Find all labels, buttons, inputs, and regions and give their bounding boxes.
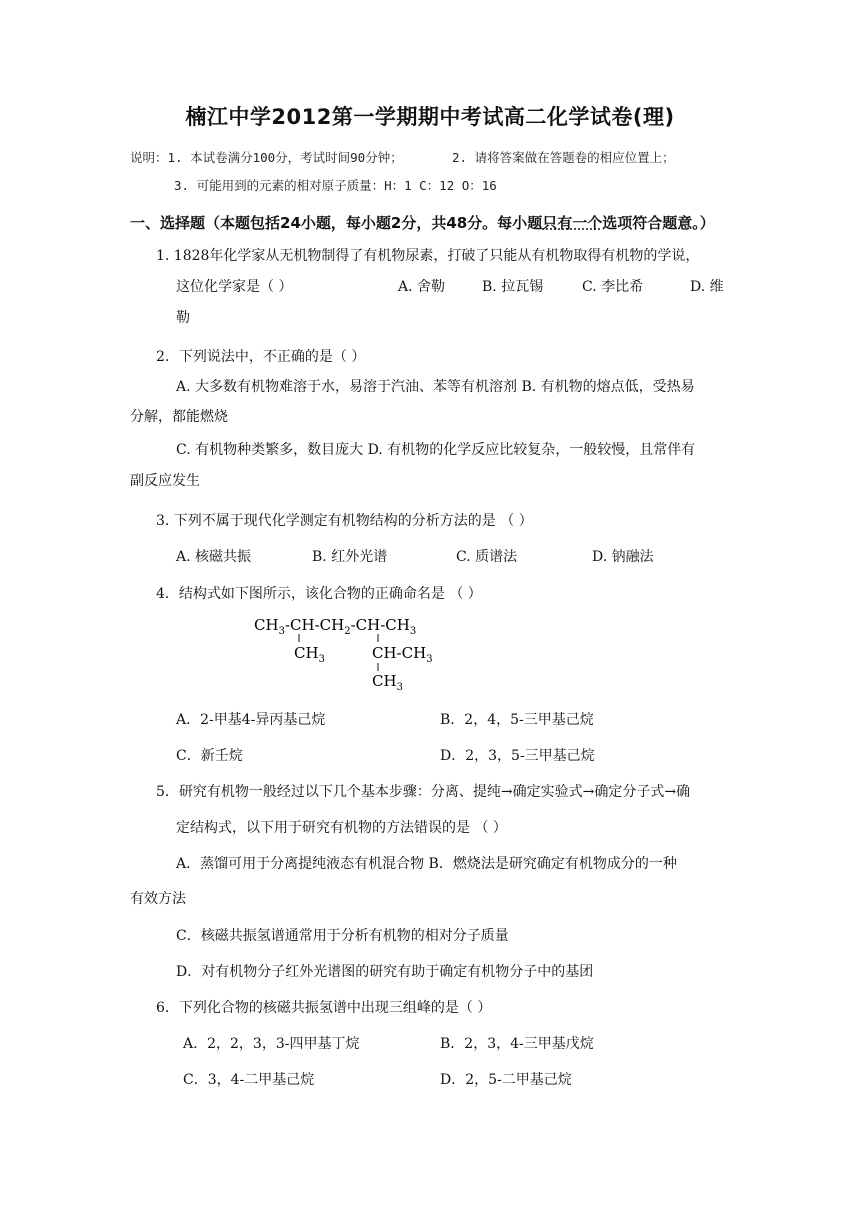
q5-stem-line2: 定结构式，以下用于研究有机物的方法错误的是 （ ） <box>176 820 507 836</box>
q4-option-a: A．2-甲基4-异丙基己烷 <box>176 712 326 728</box>
q2-option-cd-line1: C. 有机物种类繁多，数目庞大 D. 有机物的化学反应比较复杂，一般较慢，且常伴有 <box>176 442 696 458</box>
section-heading-part2: 选项符合题意。） <box>602 214 715 232</box>
structure-branch-3: $CH_3$ <box>372 672 403 692</box>
q5-option-ab-line1: A．蒸馏可用于分离提纯液态有机混合物 B．燃烧法是研究确定有机物成分的一种 <box>176 856 677 872</box>
q5-option-d: D．对有机物分子红外光谱图的研究有助于确定有机物分子中的基团 <box>176 964 594 980</box>
q4-option-d: D．2，3，5-三甲基己烷 <box>440 748 595 764</box>
section-heading-part1: 一、选择题（本题包括24小题，每小题2分，共48分。每小题 <box>130 214 543 232</box>
q5-stem-line1: 5．研究有机物一般经过以下几个基本步骤：分离、提纯→确定实验式→确定分子式→确 <box>156 784 691 800</box>
q1-option-a: A. 舍勒 <box>398 279 446 295</box>
q1-stem-line3: 勒 <box>176 310 190 326</box>
q6-stem: 6．下列化合物的核磁共振氢谱中出现三组峰的是（ ） <box>156 1000 492 1016</box>
q4-option-c: C．新壬烷 <box>176 748 243 764</box>
instructions-line-1a: 说明：1. 本试卷满分100分，考试时间90分钟； <box>130 150 403 165</box>
q2-stem: 2．下列说法中，不正确的是（ ） <box>156 349 366 365</box>
section-heading-emphasis: 只有一个 <box>542 214 603 232</box>
structure-branch-2: $CH-CH_3$ <box>372 644 433 665</box>
instructions-line-2: 3. 可能用到的元素的相对原子质量：H：1 C：12 O：16 <box>174 178 497 193</box>
q2-option-cd-line2: 副反应发生 <box>130 473 200 489</box>
q5-option-c: C．核磁共振氢谱通常用于分析有机物的相对分子质量 <box>176 928 509 944</box>
q1-option-c: C. 李比希 <box>582 279 644 295</box>
q4-option-b: B．2，4，5-三甲基己烷 <box>440 712 594 728</box>
exam-title: 楠江中学2012第一学期期中考试高二化学试卷(理) <box>185 105 675 129</box>
q6-option-d: D．2，5-二甲基己烷 <box>440 1072 572 1088</box>
q1-stem-line2: 这位化学家是（ ） <box>176 279 293 295</box>
q1-stem-line1: 1. 1828年化学家从无机物制得了有机物尿素，打破了只能从有机物取得有机物的学说， <box>156 248 700 264</box>
q4-stem: 4．结构式如下图所示，该化合物的正确命名是 （ ） <box>156 586 482 602</box>
q1-option-b: B. 拉瓦锡 <box>482 279 544 295</box>
q5-option-ab-line2: 有效方法 <box>130 891 186 907</box>
instructions-line-1b: 2. 请将答案做在答题卷的相应位置上； <box>452 150 675 165</box>
q6-option-c: C．3，4-二甲基己烷 <box>183 1072 315 1088</box>
q6-option-a: A．2，2，3，3-四甲基丁烷 <box>183 1036 360 1052</box>
q3-option-c: C. 质谱法 <box>456 549 518 565</box>
q3-option-a: A. 核磁共振 <box>176 549 252 565</box>
q2-option-ab-line2: 分解，都能燃烧 <box>130 409 228 425</box>
structure-branch-1: $CH_3$ <box>294 644 325 665</box>
q2-option-ab-line1: A. 大多数有机物难溶于水，易溶于汽油、苯等有机溶剂 B. 有机物的熔点低，受热易 <box>176 379 695 395</box>
q6-option-b: B．2，3，4-三甲基戊烷 <box>440 1036 594 1052</box>
structural-formula <box>250 608 450 692</box>
structure-main-chain: $CH_3-CH-CH_2-CH-CH_3$ <box>254 616 417 637</box>
q3-option-b: B. 红外光谱 <box>312 549 388 565</box>
q3-stem: 3. 下列不属于现代化学测定有机物结构的分析方法的是 （ ） <box>156 513 533 529</box>
section-heading <box>130 212 715 233</box>
q3-option-d: D. 钠融法 <box>592 549 654 565</box>
q1-option-d: D. 维 <box>690 279 724 295</box>
